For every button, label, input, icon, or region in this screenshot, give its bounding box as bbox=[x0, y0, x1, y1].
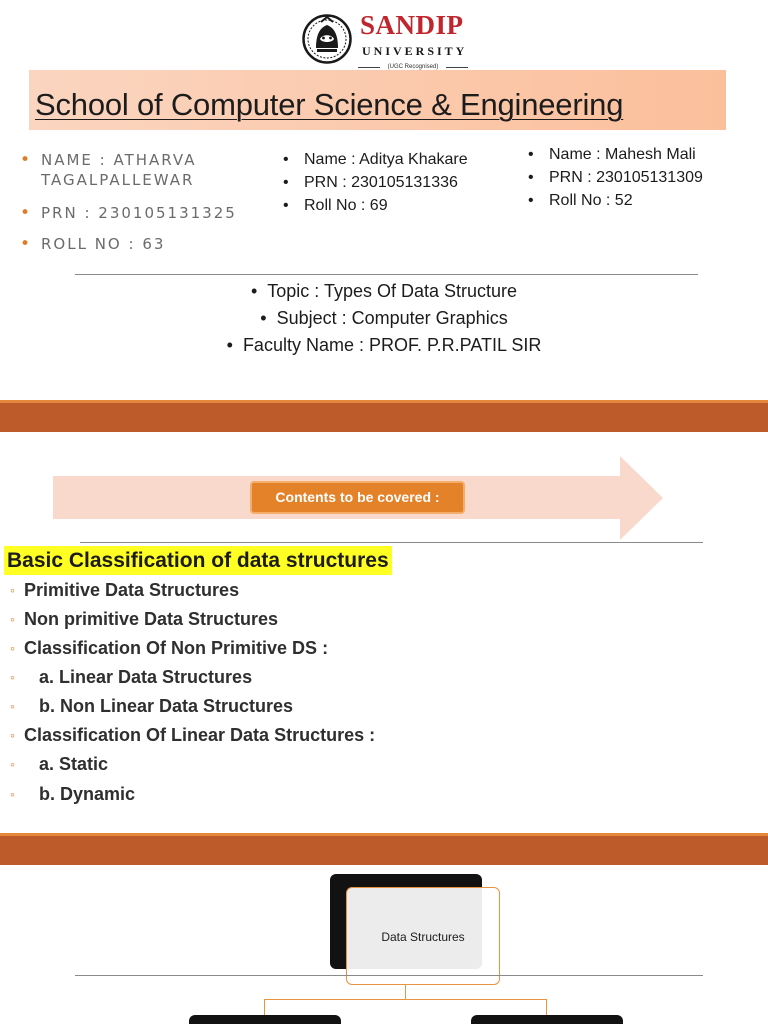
student-1-prn: • PRN : 230105131325 bbox=[20, 203, 237, 223]
list-item: ◦ Primitive Data Structures bbox=[10, 576, 239, 604]
slide-separator bbox=[0, 833, 768, 865]
student-3-roll: • Roll No : 52 bbox=[528, 189, 703, 212]
list-item: ◦ Non primitive Data Structures bbox=[10, 605, 278, 633]
topic-text: Topic : Types Of Data Structure bbox=[267, 281, 518, 301]
list-item: ◦ Classification Of Linear Data Structures : bbox=[10, 721, 375, 749]
subject-line: • Subject : Computer Graphics bbox=[260, 308, 508, 328]
title-banner bbox=[29, 70, 726, 130]
student-2-details bbox=[283, 148, 468, 217]
list-item: ◦ b. Non Linear Data Structures bbox=[10, 692, 293, 720]
data-structures-node: Data Structures bbox=[346, 887, 500, 985]
student-3-name: • Name : Mahesh Mali bbox=[528, 143, 703, 166]
tree-connector bbox=[405, 985, 406, 1000]
student-2-roll: • Roll No : 69 bbox=[283, 194, 468, 217]
list-item: ◦ a. Static bbox=[10, 750, 108, 778]
logo-tagline: (UGC Recognised) bbox=[358, 64, 468, 71]
divider bbox=[80, 542, 703, 543]
student-2-prn: • PRN : 230105131336 bbox=[283, 171, 468, 194]
faculty-line: • Faculty Name : PROF. P.R.PATIL SIR bbox=[226, 335, 542, 355]
divider bbox=[75, 274, 698, 275]
page-title: School of Computer Science & Engineering bbox=[35, 87, 624, 122]
section-heading: Basic Classification of data structures bbox=[4, 546, 392, 575]
student-3-details bbox=[528, 143, 703, 212]
student-3-prn: • PRN : 230105131309 bbox=[528, 166, 703, 189]
divider bbox=[75, 975, 703, 976]
title-slide bbox=[0, 0, 768, 400]
child-node-right bbox=[471, 1015, 623, 1024]
subject-text: Subject : Computer Graphics bbox=[276, 308, 508, 328]
lion-emblem-icon bbox=[302, 8, 352, 70]
list-item: ◦ b. Dynamic bbox=[10, 780, 135, 808]
student-1-roll: • ROLL NO : 63 bbox=[20, 234, 165, 254]
slide-separator bbox=[0, 400, 768, 432]
sandip-university-logo bbox=[302, 8, 472, 70]
list-item: ◦ Classification Of Non Primitive DS : bbox=[10, 634, 328, 662]
list-item: ◦ a. Linear Data Structures bbox=[10, 663, 252, 691]
tree-connector bbox=[264, 999, 547, 1000]
contents-to-be-covered-button[interactable]: Contents to be covered : bbox=[250, 481, 465, 514]
logo-wordmark: SANDIP bbox=[360, 10, 464, 40]
student-1-name: • NAME : ATHARVA TAGALPALLEWAR bbox=[20, 150, 265, 190]
logo-subtitle: UNIVERSITY bbox=[362, 44, 468, 58]
student-2-name: • Name : Aditya Khakare bbox=[283, 148, 468, 171]
faculty-text: Faculty Name : PROF. P.R.PATIL SIR bbox=[242, 335, 542, 355]
topic-line: • Topic : Types Of Data Structure bbox=[250, 281, 518, 301]
child-node-left bbox=[189, 1015, 341, 1024]
